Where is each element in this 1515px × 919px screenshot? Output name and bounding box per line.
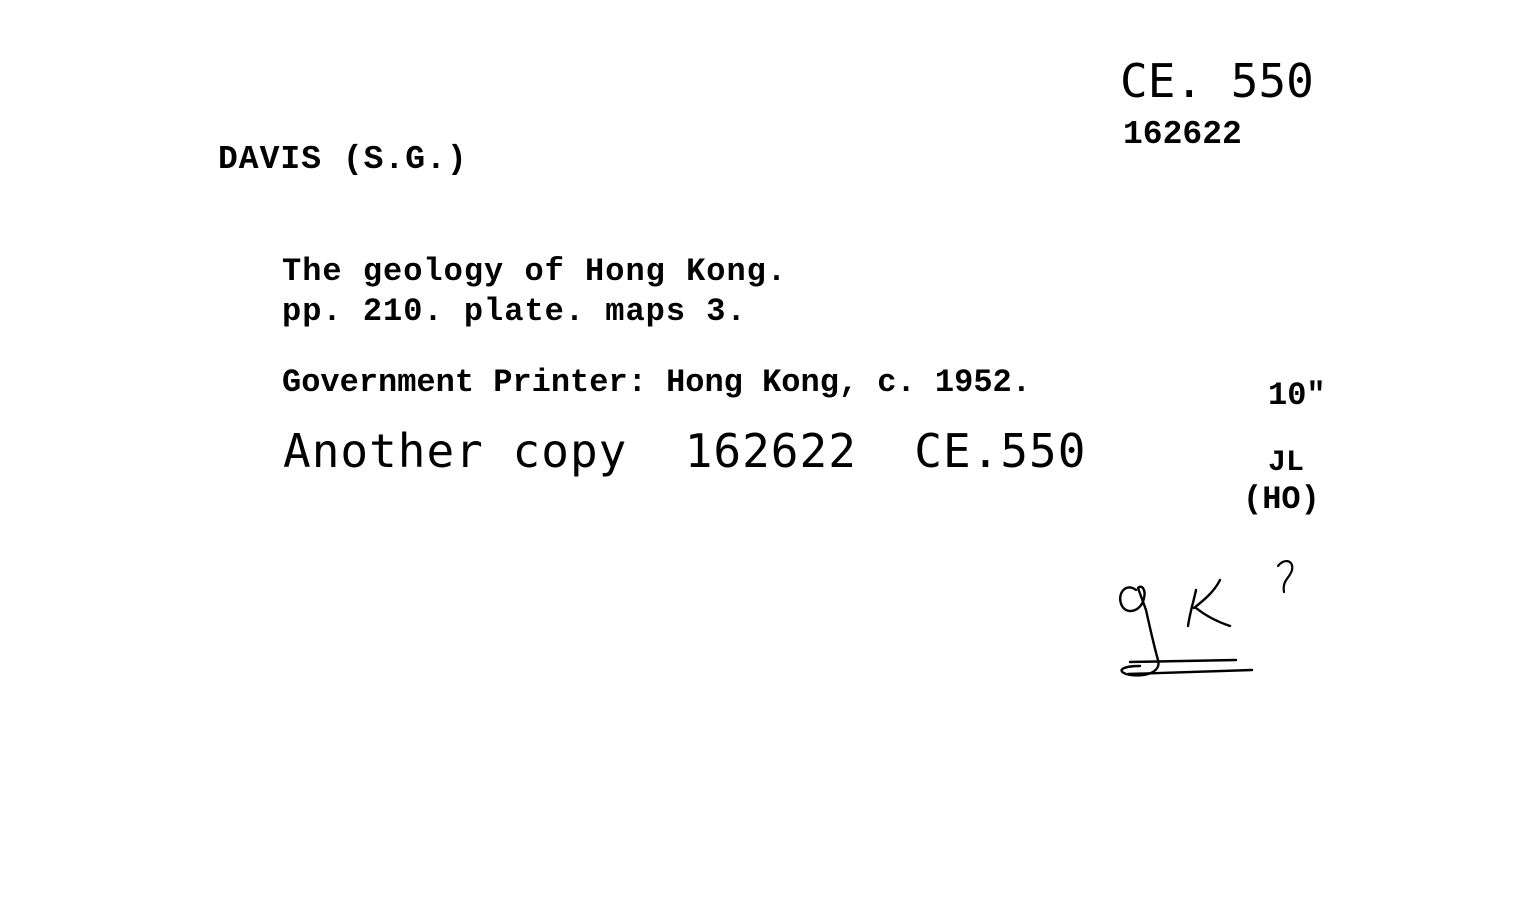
location-code: JL xyxy=(1268,446,1305,480)
author-heading: DAVIS (S.G.) xyxy=(218,141,468,178)
accession-number: 162622 xyxy=(1123,116,1242,153)
initial-k-stroke xyxy=(1188,580,1230,626)
question-mark-stroke xyxy=(1278,561,1292,592)
collation: pp. 210. plate. maps 3. xyxy=(282,293,747,330)
handwritten-initials xyxy=(1110,550,1310,690)
location-sub: (HO) xyxy=(1243,481,1320,518)
shelfmark: CE. 550 xyxy=(1120,54,1314,108)
another-copy-note: Another copy 162622 CE.550 xyxy=(283,424,1087,478)
book-title: The geology of Hong Kong. xyxy=(282,253,788,290)
size-mark: 10" xyxy=(1268,377,1326,414)
initials-underline xyxy=(1128,660,1252,674)
imprint: Government Printer: Hong Kong, c. 1952. xyxy=(282,364,1031,401)
